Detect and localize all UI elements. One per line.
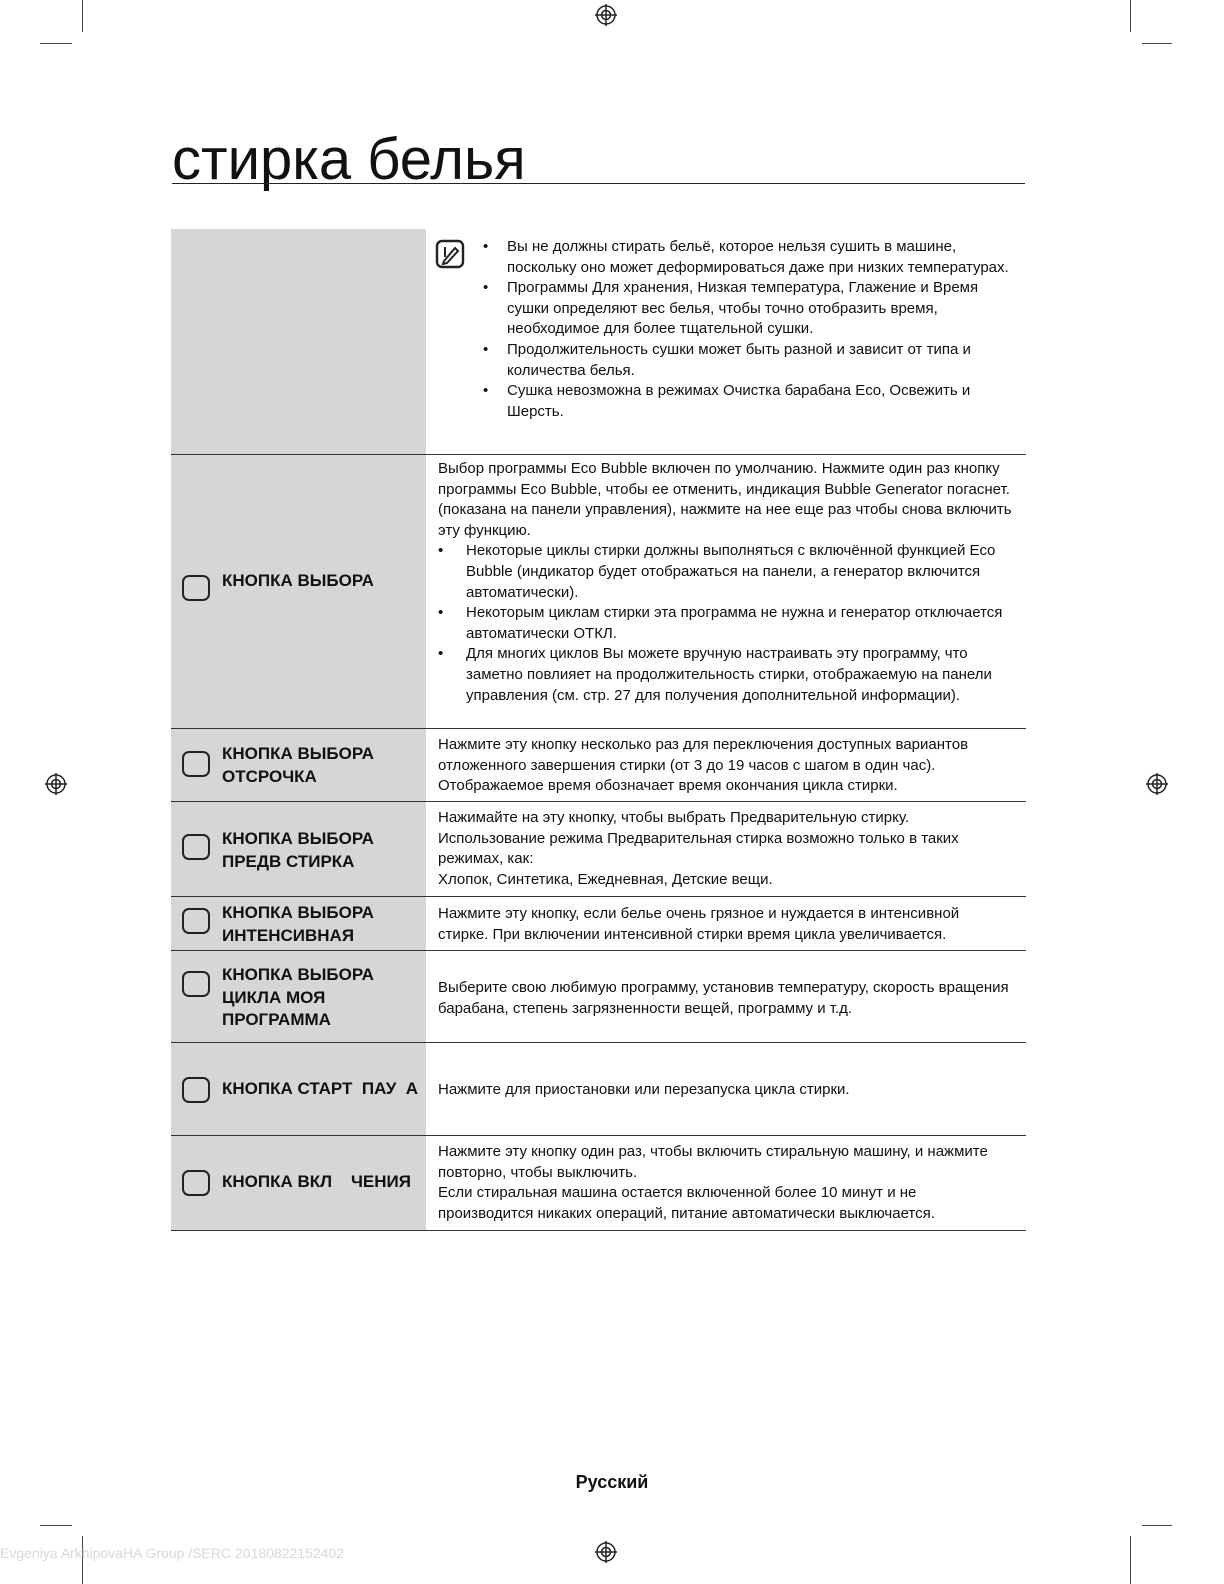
row-eco-bubble	[171, 455, 1026, 729]
button-label: КНОПКА ВЫБОРА ПРЕДВ СТИРКА	[222, 829, 374, 871]
note-item: • Сушка невозможна в режимах Очистка барабана Eco, Освежить и Шерсть.	[481, 381, 1012, 422]
row-prewash	[171, 802, 1026, 897]
row-my-program	[171, 951, 1026, 1043]
note-list	[481, 237, 1012, 422]
note-item: • Продолжительность сушки может быть разной и зависит от типа и количества белья.	[481, 340, 1012, 381]
page-language-footer: Русский	[575, 1472, 649, 1492]
crop-mark	[82, 0, 83, 32]
note-row	[171, 229, 1026, 455]
description-text: Если стиральная машина остается включенной более 10 минут и не производится никаких операций, питание автоматически выключается.	[438, 1184, 935, 1222]
button-label: КНОПКА ВЫБОРА ИНТЕНСИВНАЯ	[222, 903, 374, 945]
description-cell	[438, 1142, 1012, 1230]
registration-mark-icon	[45, 773, 67, 795]
registration-mark-icon	[595, 1541, 617, 1563]
description-text: Хлопок, Синтетика, Ежедневная, Детские вещи.	[438, 870, 773, 888]
row-delay	[171, 729, 1026, 802]
description-text: Нажмите эту кнопку, если белье очень грязное и нуждается в интенсивной стирке. При включении интенсивной стирки время цикла увеличивается.	[438, 905, 960, 943]
note-item: • Программы Для хранения, Низкая температура, Глажение и Время сушки определяют вес белья, чтобы точно отобразить время, необходимое для более тщательной сушки.	[481, 278, 1012, 340]
crop-mark	[1130, 1536, 1131, 1584]
label-cell	[171, 802, 426, 896]
label-cell	[171, 897, 426, 950]
button-label: КНОПКА ВЫБОРА	[222, 571, 374, 590]
note-pencil-icon	[435, 239, 465, 269]
description-text: Нажмите эту кнопку несколько раз для переключения доступных вариантов отложенного завершения стирки (от 3 до 19 часов с шагом в один час). Отображаемое время обозначает время окончания цикла стирки.	[438, 736, 969, 795]
crop-mark	[40, 1525, 72, 1526]
crop-mark	[1142, 43, 1172, 44]
row-power	[171, 1136, 1026, 1231]
note-text-cell	[481, 237, 1012, 454]
button-label: КНОПКА ВЫБОРА ОТСРОЧКА	[222, 744, 374, 786]
button-label: КНОПКА ВЫБОРА ЦИКЛА МОЯ ПРОГРАММА	[222, 965, 374, 1030]
description-item: • Для многих циклов Вы можете вручную настраивать эту программу, что заметно повлияет на продолжительность стирки, отображаемую на панели управления (см. стр. 27 для получения дополнительной информации).	[438, 644, 1012, 706]
registration-mark-icon	[1146, 773, 1168, 795]
button-icon	[182, 1077, 210, 1103]
label-cell	[171, 729, 426, 801]
description-cell	[438, 459, 1012, 728]
crop-mark	[1142, 1525, 1172, 1526]
label-cell	[171, 951, 426, 1042]
button-label: КНОПКА ВКЛ ЧЕНИЯ	[222, 1172, 411, 1191]
button-icon	[182, 908, 210, 934]
row-start-pause	[171, 1043, 1026, 1136]
description-cell	[438, 808, 1012, 896]
registration-mark-icon	[595, 4, 617, 26]
description-item: • Некоторым циклам стирки эта программа не нужна и генератор отключается автоматически ОТКЛ.	[438, 603, 1012, 644]
label-cell	[171, 1136, 426, 1230]
button-icon	[182, 575, 210, 601]
button-label: КНОПКА СТАРТ ПАУ А	[222, 1079, 419, 1098]
description-text: Выберите свою любимую программу, установив температуру, скорость вращения барабана, степень загрязненности вещей, программу и т.д.	[438, 979, 1009, 1017]
label-cell	[171, 229, 426, 454]
button-icon	[182, 971, 210, 997]
description-text: Нажмите для приостановки или перезапуска цикла стирки.	[438, 1081, 850, 1098]
label-cell	[171, 455, 426, 728]
crop-mark	[40, 43, 72, 44]
note-item: • Вы не должны стирать бельё, которое нельзя сушить в машине, поскольку оно может деформироваться даже при низких температурах.	[481, 237, 1012, 278]
description-intro: Выбор программы Eco Bubble включен по умолчанию. Нажмите один раз кнопку программы Eco Bubble, чтобы ее отменить, индикация Bubble Generator погаснет. (показана на панели управления), нажмите на нее еще раз чтобы снова включить эту функцию.	[438, 460, 1012, 539]
label-cell	[171, 1043, 426, 1135]
description-cell	[438, 1080, 1012, 1135]
description-list	[438, 541, 1012, 706]
row-intensive	[171, 897, 1026, 951]
description-cell	[438, 904, 1012, 950]
description-item: • Некоторые циклы стирки должны выполняться с включённой функцией Eco Bubble (индикатор будет отображаться на панели, а генератор включится автоматически).	[438, 541, 1012, 603]
title-rule	[172, 183, 1025, 184]
crop-mark	[1130, 0, 1131, 32]
description-text: Нажмите эту кнопку один раз, чтобы включить стиральную машину, и нажмите повторно, чтобы выключить.	[438, 1143, 988, 1181]
page-title: стирка белья	[172, 127, 526, 192]
description-cell	[438, 735, 1012, 801]
button-icon	[182, 751, 210, 777]
print-watermark: Evgeniya ArkhipovaHA Group /SERC 20180822152402	[0, 1545, 345, 1561]
description-cell	[438, 978, 1012, 1042]
description-text: Нажимайте на эту кнопку, чтобы выбрать Предварительную стирку. Использование режима Предварительная стирка возможно только в таких режимах, как:	[438, 809, 959, 868]
button-icon	[182, 834, 210, 860]
button-icon	[182, 1170, 210, 1196]
